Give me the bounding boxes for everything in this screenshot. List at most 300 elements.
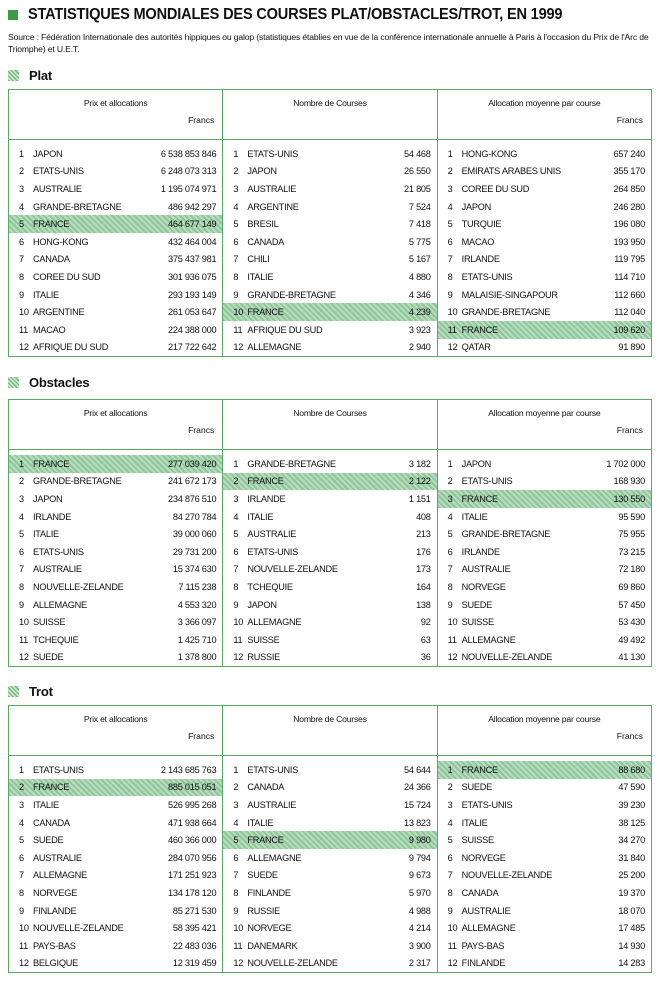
row-value: 95 590 [618,511,645,522]
row-country: ITALIE [247,511,274,522]
row-value: 4 553 320 [177,599,217,610]
table-row [223,779,436,797]
table-rows [438,450,651,666]
table-row [9,303,222,321]
row-value: 119 795 [614,254,645,265]
row-value: 9 794 [408,852,431,863]
row-rank: 8 [19,271,24,282]
row-rank: 2 [19,166,24,177]
table-row [223,919,436,937]
table-row [223,596,436,614]
row-country: NORVEGE [461,852,506,863]
table-row [9,198,222,216]
table-obstacles [8,399,652,667]
row-country: FRANCE [33,782,70,793]
row-country: ITALIE [33,529,59,540]
row-country: FRANCE [247,835,284,846]
row-value: 1 195 074 971 [160,183,217,194]
row-country: IRLANDE [461,254,500,265]
row-value: 408 [416,511,431,522]
row-rank: 5 [233,835,239,846]
column-header [223,90,436,140]
row-country: BELGIQUE [33,958,78,969]
table-column [9,400,223,666]
column-header [438,400,651,450]
table-row [9,145,222,163]
row-value: 26 550 [404,166,431,177]
table-plat [8,89,652,357]
row-country: JAPON [461,458,492,469]
row-rank: 3 [447,799,453,810]
table-row [223,321,436,339]
table-row [223,180,436,198]
table-row [438,937,651,955]
row-value: 2 122 [408,476,431,487]
row-rank: 9 [19,289,24,300]
row-value: 138 [416,599,431,610]
row-rank: 5 [19,529,24,540]
row-rank: 10 [233,617,244,628]
row-value: 14 930 [618,940,645,951]
table-row [9,613,222,631]
row-country: SUISSE [461,835,494,846]
table-rows [223,140,436,356]
row-rank: 2 [233,782,239,793]
row-rank: 3 [19,493,24,504]
table-row [438,902,651,920]
table-row [9,849,222,867]
row-country: SUEDE [461,782,493,793]
row-rank: 8 [19,581,24,592]
row-value: 234 876 510 [167,493,217,504]
row-country: FRANCE [33,458,70,469]
table-row-highlighted [9,455,222,473]
row-rank: 5 [447,835,453,846]
row-value: 193 950 [613,236,645,247]
table-row [9,490,222,508]
row-value: 486 942 297 [167,201,217,212]
row-country: ITALIE [461,511,488,522]
row-country: PAYS-BAS [461,940,505,951]
row-country: NORVEGE [33,887,78,898]
row-value: 1 425 710 [177,634,217,645]
table-row [438,649,651,667]
row-rank: 7 [233,254,239,265]
row-country: AFRIQUE DU SUD [247,324,323,335]
column-title: Nombre de Courses [293,98,367,108]
row-country: JAPON [247,166,277,177]
row-country: QATAR [461,342,491,353]
row-value: 15 724 [404,799,431,810]
row-rank: 3 [233,799,239,810]
row-value: 84 270 784 [172,511,217,522]
row-country: AUSTRALIE [33,564,82,575]
row-rank: 6 [233,236,239,247]
table-row [9,286,222,304]
table-row [223,796,436,814]
table-row [438,473,651,491]
table-row [223,233,436,251]
row-country: NOUVELLE-ZELANDE [33,581,124,592]
row-value: 54 468 [404,148,431,159]
row-value: 264 850 [613,183,645,194]
row-country: ETATS-UNIS [33,166,84,177]
row-rank: 9 [233,599,239,610]
row-value: 246 280 [613,201,645,212]
table-row [9,831,222,849]
row-value: 164 [416,581,431,592]
row-rank: 4 [447,201,453,212]
table-row [438,919,651,937]
row-value: 54 644 [404,764,431,775]
table-column [438,90,651,356]
row-country: RUSSIE [247,652,281,663]
row-value: 91 890 [618,342,645,353]
row-value: 47 590 [618,782,645,793]
row-rank: 10 [233,923,244,934]
table-rows [9,450,222,666]
row-rank: 2 [233,476,239,487]
column-unit: Francs [616,115,643,125]
row-country: ALLEMAGNE [33,599,87,610]
row-value: 58 395 421 [172,923,217,934]
column-header [438,706,651,756]
table-row-highlighted [438,321,651,339]
row-country: BRESIL [247,219,279,230]
table-row [9,884,222,902]
row-value: 31 840 [618,852,645,863]
table-row [9,761,222,779]
row-country: FINLANDE [461,958,506,969]
table-rows [223,450,436,666]
table-row [438,163,651,181]
table-row [438,215,651,233]
row-value: 88 680 [618,764,645,775]
row-rank: 8 [233,271,239,282]
row-rank: 9 [233,905,239,916]
row-country: ARGENTINE [33,307,85,318]
section-title: Obstacles [29,374,90,390]
row-value: 3 182 [408,458,431,469]
row-rank: 6 [233,852,239,863]
table-row-highlighted [438,761,651,779]
row-rank: 3 [233,493,239,504]
row-country: FRANCE [33,219,70,230]
row-value: 3 900 [408,940,431,951]
table-row [223,955,436,973]
row-country: CANADA [247,782,285,793]
row-country: CANADA [247,236,285,247]
row-country: CHILI [247,254,270,265]
table-row [9,473,222,491]
row-value: 75 955 [618,529,645,540]
row-rank: 10 [447,307,458,318]
row-rank: 4 [233,511,239,522]
row-rank: 12 [447,342,458,353]
row-country: FRANCE [461,493,498,504]
table-row [9,561,222,579]
table-rows [438,756,651,972]
table-rows [438,140,651,356]
table-row [223,268,436,286]
row-value: 53 430 [618,617,645,628]
row-country: ETATS-UNIS [461,799,513,810]
row-rank: 5 [447,219,453,230]
table-row [223,649,436,667]
row-country: COREE DU SUD [33,271,101,282]
table-row-highlighted [223,831,436,849]
row-rank: 11 [19,634,29,645]
row-value: 92 [420,617,431,628]
row-value: 1 378 800 [177,652,217,663]
column-title: Prix et allocations [83,98,148,108]
row-country: CANADA [33,254,70,265]
row-value: 460 366 000 [167,835,217,846]
column-header [438,90,651,140]
row-country: NOUVELLE-ZELANDE [33,923,124,934]
table-row [9,955,222,973]
row-value: 5 970 [408,887,431,898]
table-column [223,400,437,666]
row-rank: 2 [233,166,239,177]
row-country: SUEDE [461,599,493,610]
row-value: 4 346 [408,289,431,300]
row-value: 38 125 [618,817,645,828]
column-header [223,706,436,756]
source-note: Source : Fédération Internationale des autorités hippiques ou galop (statistiques établies en vue de la conférence internationale annuelle à Paris à l'occasion du Prix de l'Arc de Triomphe) et U.E.T. [8,32,649,54]
table-row [9,796,222,814]
row-rank: 10 [233,307,244,318]
table-row [223,251,436,269]
row-rank: 7 [19,564,24,575]
table-row [438,303,651,321]
table-row [223,525,436,543]
column-unit: Francs [188,425,215,435]
row-country: ALLEMAGNE [247,342,302,353]
row-value: 7 418 [408,219,431,230]
table-row [438,286,651,304]
row-value: 4 239 [408,307,431,318]
table-row-highlighted [9,215,222,233]
table-row [9,180,222,198]
row-rank: 7 [447,254,453,265]
row-rank: 11 [19,324,29,335]
row-country: EMIRATS ARABES UNIS [461,166,561,177]
table-row [9,578,222,596]
row-value: 29 731 200 [172,546,217,557]
row-value: 12 319 459 [172,958,217,969]
row-country: ETATS-UNIS [247,546,299,557]
row-country: RUSSIE [247,905,281,916]
row-value: 3 366 097 [177,617,217,628]
row-rank: 10 [19,307,29,318]
row-value: 5 775 [408,236,431,247]
row-country: AUSTRALIE [247,799,297,810]
table-column [223,706,437,972]
section-title: Plat [29,67,53,83]
row-rank: 10 [447,617,458,628]
row-country: CANADA [33,817,70,828]
row-value: 130 550 [613,493,645,504]
row-value: 4 988 [408,905,431,916]
row-country: IRLANDE [247,493,286,504]
row-rank: 12 [233,958,244,969]
column-unit: Francs [188,731,215,741]
row-value: 63 [420,634,431,645]
column-unit: Francs [188,115,215,125]
row-rank: 11 [233,940,243,951]
row-country: HONG-KONG [461,148,518,159]
row-country: SUISSE [33,617,66,628]
row-rank: 11 [447,940,457,951]
row-rank: 1 [19,764,24,775]
row-rank: 11 [233,634,243,645]
row-rank: 6 [19,546,24,557]
row-rank: 4 [447,817,453,828]
row-country: ITALIE [247,817,274,828]
table-column [223,90,437,356]
table-row [9,321,222,339]
row-rank: 6 [19,236,24,247]
row-country: JAPON [33,493,63,504]
row-rank: 7 [233,870,239,881]
row-country: GRANDE-BRETAGNE [33,201,122,212]
row-value: 34 270 [618,835,645,846]
row-country: SUISSE [247,634,280,645]
row-rank: 6 [447,236,453,247]
row-value: 39 230 [618,799,645,810]
row-value: 217 722 642 [167,342,217,353]
table-row [223,145,436,163]
row-rank: 5 [233,219,239,230]
table-column [438,706,651,972]
row-country: MALAISIE-SINGAPOUR [461,289,558,300]
row-rank: 8 [447,887,453,898]
table-trot [8,705,652,973]
page-title: STATISTIQUES MONDIALES DES COURSES PLAT/OBSTACLES/TROT, EN 1999 [28,6,563,23]
table-row [9,268,222,286]
row-country: AUSTRALIE [461,905,511,916]
row-value: 49 492 [618,634,645,645]
table-row [9,919,222,937]
row-country: ETATS-UNIS [33,764,84,775]
table-row [438,251,651,269]
row-value: 3 923 [408,324,431,335]
row-country: TCHEQUIE [33,634,79,645]
row-country: GRANDE-BRETAGNE [247,458,336,469]
row-rank: 3 [447,493,453,504]
row-rank: 6 [19,852,24,863]
row-country: COREE DU SUD [461,183,530,194]
row-value: 224 388 000 [167,324,217,335]
row-rank: 2 [19,782,24,793]
table-row [9,508,222,526]
table-row [223,455,436,473]
row-rank: 8 [447,581,453,592]
row-country: NOUVELLE-ZELANDE [247,958,338,969]
row-value: 72 180 [618,564,645,575]
row-country: GRANDE-BRETAGNE [247,289,336,300]
table-row [438,180,651,198]
row-rank: 7 [19,870,24,881]
row-value: 25 200 [618,870,645,881]
row-rank: 6 [447,546,453,557]
row-country: ARGENTINE [247,201,299,212]
table-row [438,831,651,849]
row-rank: 12 [19,958,29,969]
row-country: AUSTRALIE [247,529,297,540]
row-value: 13 823 [404,817,431,828]
row-country: JAPON [33,148,63,159]
row-value: 7 524 [408,201,431,212]
table-row [223,543,436,561]
row-value: 355 170 [613,166,645,177]
row-value: 4 880 [408,271,431,282]
table-row-highlighted [438,490,651,508]
row-country: JAPON [247,599,277,610]
row-value: 14 283 [618,958,645,969]
row-value: 176 [416,546,431,557]
section-header-trot [8,682,53,700]
row-rank: 11 [447,634,457,645]
row-rank: 8 [447,271,453,282]
column-header [9,400,222,450]
row-country: AUSTRALIE [33,852,82,863]
row-rank: 2 [19,476,24,487]
row-country: FRANCE [461,764,498,775]
row-country: NOUVELLE-ZELANDE [247,564,338,575]
table-row [223,215,436,233]
row-value: 19 370 [618,887,645,898]
table-row [223,198,436,216]
row-country: AUSTRALIE [461,564,511,575]
row-country: ITALIE [461,817,488,828]
row-rank: 1 [19,458,24,469]
row-country: TCHEQUIE [247,581,293,592]
row-value: 36 [420,652,431,663]
row-rank: 9 [447,599,453,610]
table-row [438,596,651,614]
row-value: 109 620 [613,324,645,335]
row-rank: 1 [447,458,453,469]
row-rank: 2 [447,476,453,487]
row-rank: 1 [447,764,453,775]
row-country: ETATS-UNIS [247,148,299,159]
table-row [438,796,651,814]
row-rank: 5 [19,835,24,846]
table-rows [9,756,222,972]
row-rank: 12 [19,342,29,353]
row-rank: 12 [447,652,458,663]
row-value: 7 115 238 [178,581,217,592]
table-row [9,251,222,269]
row-rank: 7 [447,870,453,881]
section-header-obstacles [8,373,89,391]
table-row [223,849,436,867]
row-rank: 1 [19,148,24,159]
row-country: SUEDE [33,652,64,663]
table-column [438,400,651,666]
row-rank: 9 [19,905,24,916]
row-rank: 9 [447,905,453,916]
row-country: GRANDE-BRETAGNE [461,307,551,318]
row-rank: 1 [447,148,453,159]
row-value: 241 672 173 [167,476,217,487]
row-country: DANEMARK [247,940,298,951]
column-unit: Francs [616,425,643,435]
row-rank: 3 [19,799,24,810]
row-value: 284 070 956 [167,852,217,863]
